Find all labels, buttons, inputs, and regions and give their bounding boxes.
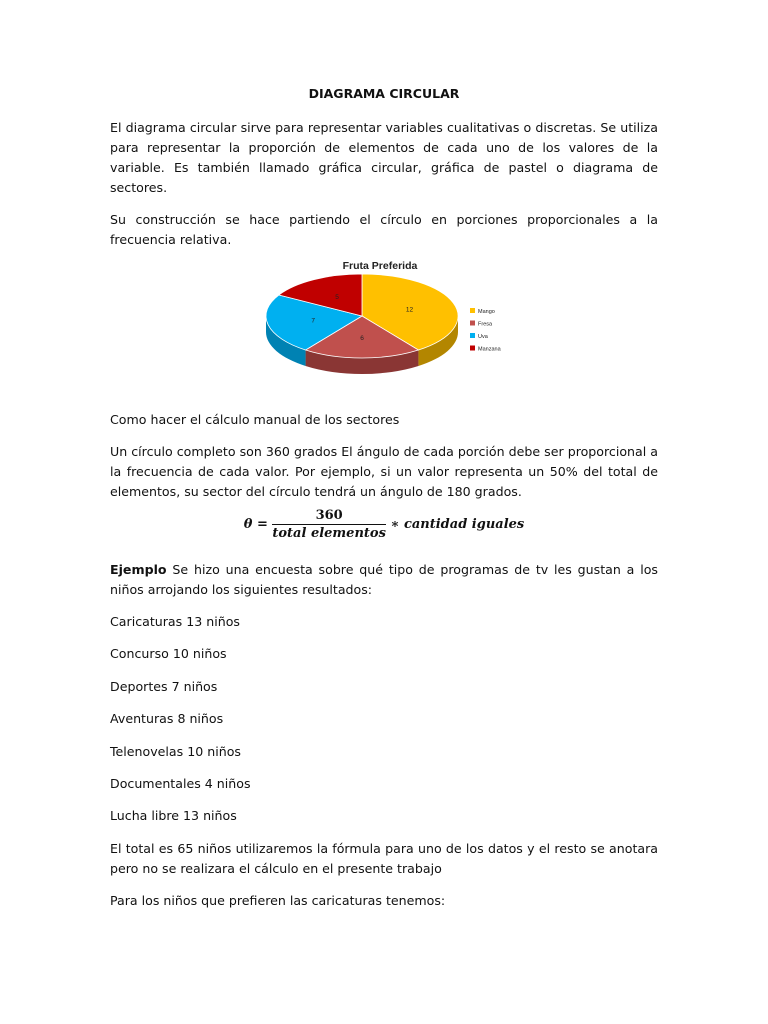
example-text: Se hizo una encuesta sobre qué tipo de programas de tv les gustan a los niños arrojando los siguientes resultados:: [110, 562, 658, 597]
example-label: Ejemplo: [110, 562, 167, 577]
data-label-manzana: 5: [335, 294, 339, 302]
list-item: Deportes 7 niños: [110, 678, 218, 694]
list-item: Telenovelas 10 niños: [110, 743, 241, 759]
legend-swatch-fresa: [470, 321, 475, 326]
legend-label-mango: Mango: [478, 309, 495, 315]
legend-swatch-mango: [470, 308, 475, 313]
formula-numerator: 360: [272, 508, 386, 525]
degrees-paragraph: Un círculo completo son 360 grados El ángulo de cada porción debe ser proporcional a la frecuencia de cada valor. Por ejemplo, si un valor representa un 50% del total de elementos, su sector del círculo tendrá un ángulo de 180 grados.: [110, 444, 658, 499]
data-label-uva: 7: [311, 317, 315, 325]
list-item: Documentales 4 niños: [110, 775, 251, 791]
list-item: Caricaturas 13 niños: [110, 614, 240, 629]
legend-swatch-uva: [470, 333, 475, 338]
formula-denominator: total elementos: [272, 526, 386, 541]
results-list: [110, 612, 658, 826]
caricaturas-paragraph: Para los niños que prefieren las caricaturas tenemos:: [110, 892, 446, 908]
legend-swatch-manzana: [470, 346, 475, 351]
manual-calc-heading: Como hacer el cálculo manual de los sectores: [110, 412, 400, 427]
chart-title: Fruta Preferida: [342, 260, 418, 272]
legend-label-manzana: Manzana: [478, 346, 501, 353]
data-label-mango: 12: [405, 306, 414, 314]
legend-label-fresa: Fresa: [478, 321, 493, 328]
construction-paragraph: Su construcción se hace partiendo el círculo en porciones proporcionales a la frecuencia relativa.: [110, 212, 658, 247]
list-item: Lucha libre 13 niños: [110, 808, 237, 824]
legend-label-uva: Uva: [478, 334, 488, 340]
example-paragraph: [110, 560, 658, 600]
list-item: Concurso 10 niños: [110, 646, 227, 662]
pie-chart-svg: [262, 256, 512, 396]
angle-formula: [110, 508, 658, 552]
formula-lhs: θ =: [243, 517, 268, 532]
data-label-fresa: 6: [360, 334, 364, 342]
formula-rhs: ∗ cantidad iguales: [390, 517, 525, 532]
list-item: Aventuras 8 niños: [110, 711, 224, 727]
intro-paragraph: El diagrama circular sirve para representar variables cualitativas o discretas. Se utiliza para representar la proporción de elementos de cada uno de los valores de la variable. Es también llamado gráfica circular, gráfica de pastel o diagrama de sectores.: [110, 120, 658, 195]
pie-chart: [262, 256, 512, 396]
total-paragraph: El total es 65 niños utilizaremos la fórmula para uno de los datos y el resto se anotara pero no se realizara el cálculo en el presente trabajo: [110, 840, 658, 876]
document-page: [110, 86, 658, 911]
document-title: DIAGRAMA CIRCULAR: [308, 86, 460, 101]
formula-fraction: [272, 508, 386, 541]
